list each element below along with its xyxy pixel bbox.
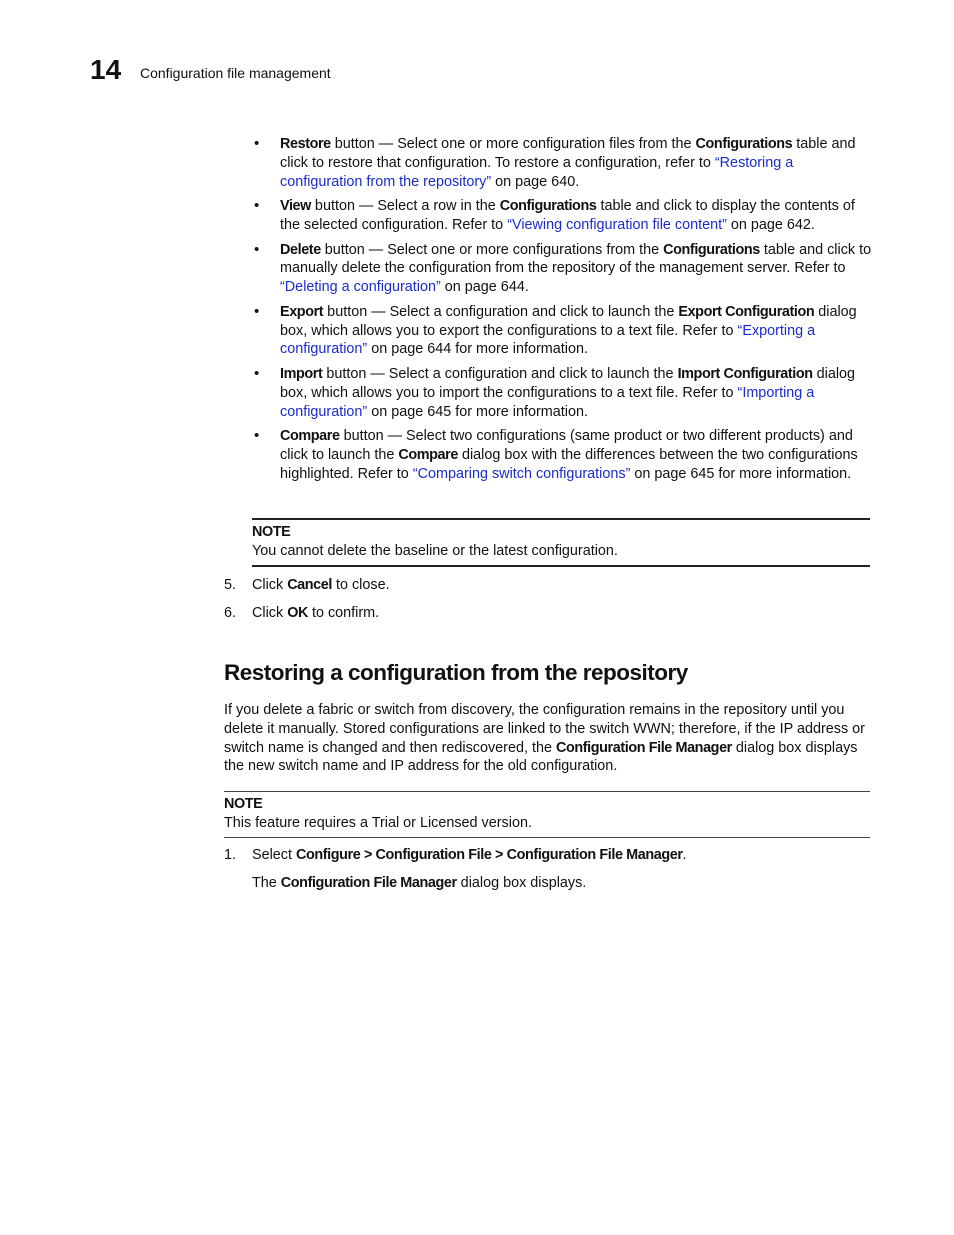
cross-reference-link[interactable]: “Importing a configuration” <box>280 384 815 420</box>
note-label: NOTE <box>252 524 291 540</box>
text: dialog box, which allows you to import the configurations to a text file. Refer to <box>280 365 856 401</box>
bullet-icon: • <box>254 302 260 320</box>
text: on page 645 for more information. <box>367 403 588 420</box>
ui-term: Configuration File Manager <box>280 875 457 891</box>
note-box <box>224 791 870 838</box>
term: Configurations <box>663 241 760 258</box>
bullet-icon: • <box>254 364 260 382</box>
list-item-delete <box>254 240 872 297</box>
term: Restore <box>280 136 331 152</box>
text: dialog box, which allows you to export the configurations to a text file. Refer to <box>280 303 857 339</box>
text: Click <box>252 577 288 593</box>
cross-reference-link[interactable]: “Comparing switch configurations” <box>412 465 631 482</box>
bullet-icon: • <box>254 427 260 445</box>
text: button — Select a row in the <box>310 198 500 215</box>
step-number: 5. <box>224 577 237 593</box>
list-item-import <box>254 364 872 421</box>
chapter-number: 14 <box>90 54 122 85</box>
text: dialog box with the differences between the two configurations highlighted. Refer to <box>280 446 858 482</box>
ui-term: Configuration File Manager <box>555 739 732 756</box>
text: on page 644. <box>440 279 529 296</box>
step-text <box>252 576 390 595</box>
bullet-icon: • <box>254 197 260 215</box>
text: on page 642. <box>726 216 815 233</box>
text: button — Select one or more configuration files from the <box>330 136 696 152</box>
text: on page 640. <box>491 173 580 190</box>
term: Export Configuration <box>678 303 815 320</box>
text: button — Select a configuration and click to launch the <box>323 303 679 320</box>
term: Compare <box>280 428 340 445</box>
term: Compare <box>398 446 458 463</box>
step-number: 6. <box>224 605 237 621</box>
section-heading: Restoring a configuration from the repository <box>224 660 688 685</box>
step-result-text <box>252 874 586 893</box>
text: button — Select one or more configurations from the <box>320 241 664 258</box>
term: Export <box>280 303 324 320</box>
list-item-restore <box>254 135 872 191</box>
term: View <box>280 198 311 215</box>
cross-reference-link[interactable]: “Viewing configuration file content” <box>507 216 727 233</box>
note-text: This feature requires a Trial or Licensed version. <box>224 814 532 831</box>
text: dialog box displays the new switch name and IP address for the old configuration. <box>224 739 858 775</box>
note-box <box>252 518 870 567</box>
term: Import <box>280 365 323 382</box>
button-description-list <box>254 135 872 489</box>
text: If you delete a fabric or switch from discovery, the configuration remains in the repository until you delete it manually. Stored configurations are linked to the switch WWN; therefore, if the IP address or switch name is changed and then rediscovered, the <box>224 702 865 756</box>
step-text <box>252 604 379 623</box>
ui-term-cancel: Cancel <box>287 577 332 593</box>
text: The <box>252 875 281 891</box>
ui-term-ok: OK <box>287 605 308 621</box>
text: on page 645 for more information. <box>630 465 852 482</box>
bullet-icon: • <box>254 135 260 152</box>
term: Configurations <box>695 136 793 152</box>
running-title: Configuration file management <box>140 65 331 81</box>
note-text: You cannot delete the baseline or the latest configuration. <box>252 542 618 559</box>
text: table and click to restore that configuration. To restore a configuration, refer to <box>280 136 856 171</box>
note-label: NOTE <box>224 796 263 812</box>
text: table and click to display the contents of the selected configuration. Refer to <box>280 198 855 233</box>
text: . <box>682 847 687 863</box>
bullet-icon: • <box>254 240 260 258</box>
text: on page 644 for more information. <box>367 341 588 358</box>
text: table and click to manually delete the configuration from the repository of the management server. Refer to <box>280 241 872 277</box>
text: Select <box>252 847 296 863</box>
term: Configurations <box>499 198 597 215</box>
menu-path: Configure > Configuration File > Configuration File Manager <box>296 847 683 863</box>
cross-reference-link[interactable]: “Exporting a configuration” <box>280 322 816 358</box>
text: to confirm. <box>307 605 380 621</box>
text: dialog box displays. <box>456 875 587 891</box>
cross-reference-link[interactable]: “Deleting a configuration” <box>280 279 441 296</box>
text: button — Select a configuration and click to launch the <box>322 365 678 382</box>
step-number: 1. <box>224 847 237 863</box>
term: Delete <box>280 241 321 258</box>
text: Click <box>252 605 288 621</box>
step-text <box>252 846 687 865</box>
list-item-view <box>254 197 872 235</box>
text: button — Select two configurations (same product or two different products) and click to launch the <box>280 428 853 463</box>
section-intro-paragraph <box>224 701 872 776</box>
cross-reference-link[interactable]: “Restoring a configuration from the repository” <box>280 154 794 190</box>
list-item-export <box>254 302 872 359</box>
list-item-compare <box>254 427 872 483</box>
text: to close. <box>331 577 390 593</box>
term: Import Configuration <box>677 365 813 382</box>
